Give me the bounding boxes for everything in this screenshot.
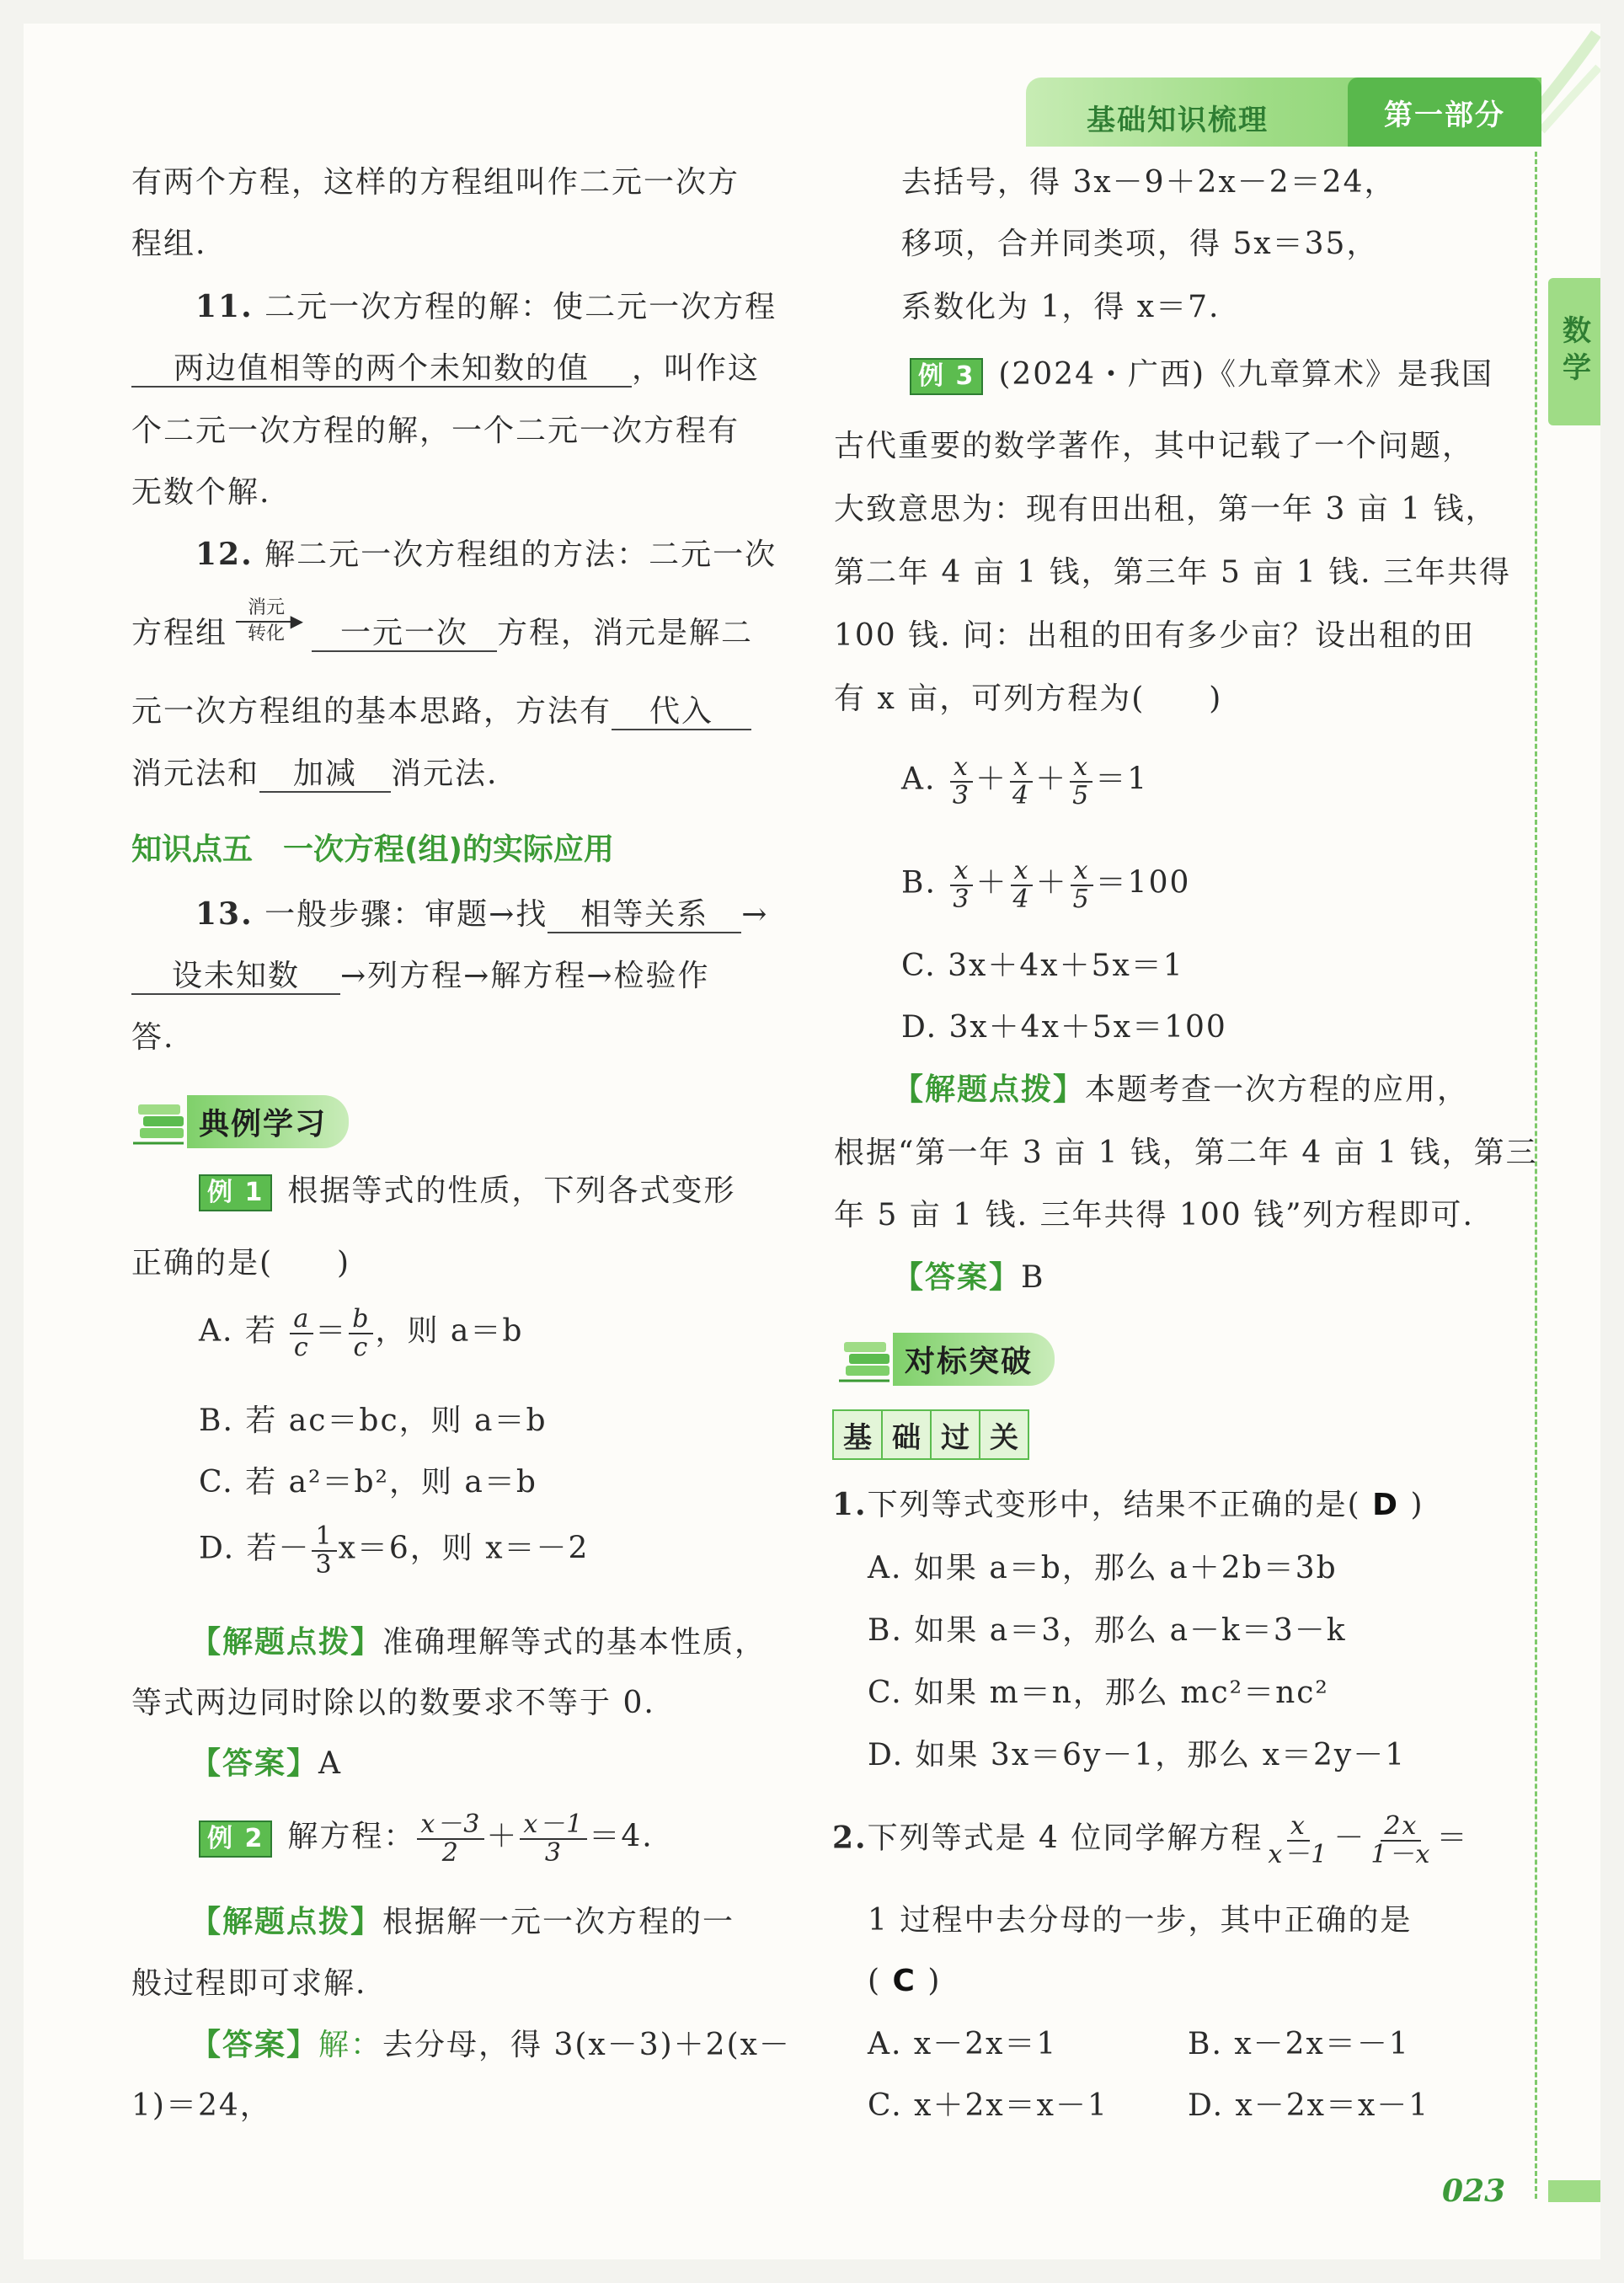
item-12-line2: 方程组 [131,616,228,650]
item-text: 一般步骤：审题→找 [264,897,548,932]
option-C: C. 3x＋4x＋5x＝1 [901,949,1184,983]
tip-label: 【解题点拨】 [190,1625,383,1660]
paragraph-line: 100 钱. 问：出租的田有多少亩？设出租的田 [834,618,1476,653]
item-text: 解二元一次方程组的方法：二元一次 [264,537,777,572]
question-1 [832,1487,1424,1523]
paragraph-line: 答. [131,1020,175,1055]
page-number-bar [1548,2180,1600,2202]
solution-line: 移项，合并同类项，得 5x＝35， [901,227,1379,261]
filled-answer: D [1372,1488,1399,1522]
fraction: $\frac{x}{x-1}$ [1268,1811,1329,1869]
option-A [901,754,1148,809]
operator: ＝ [315,1313,348,1349]
paragraph-line: 年 5 亩 1 钱. 三年共得 100 钱”列方程即可. [834,1198,1474,1232]
paragraph-line: 1)＝24， [131,2088,272,2123]
option-text: D. 若－ [199,1531,311,1566]
level-char: 过 [930,1409,980,1460]
fill-blank: 相等关系 [548,898,741,933]
option-text: ＝100 [1095,865,1191,901]
transform-arrow [239,596,303,646]
item-number: 11. [195,289,254,324]
question-number: 2. [832,1820,868,1856]
solution-line: 系数化为 1，得 x＝7. [901,290,1221,324]
option-text: ，则 a＝b [375,1313,524,1349]
option-D: D. x－2x＝x－1 [1188,2088,1430,2123]
arrow-icon: ▶ [236,621,296,623]
paragraph-line: 根据“第一年 3 亩 1 钱，第二年 4 亩 1 钱，第三 [834,1136,1538,1170]
operator: ＝ [1436,1821,1469,1856]
example-1 [199,1173,735,1211]
example-text: ＝4. [589,1819,654,1854]
question-number: 1. [832,1487,868,1522]
section-banner-examples [133,1092,349,1151]
paragraph-line: 古代重要的数学著作，其中记载了一个问题， [834,429,1475,463]
paragraph-line: 程组. [131,227,207,261]
option-text: x＝6，则 x＝－2 [338,1531,590,1566]
arrow-label-top: 消元 [247,597,285,618]
item-11 [195,289,777,325]
fraction: $\frac{x}{5}$ [1069,754,1093,809]
tip-1 [190,1624,767,1660]
option-A: A. x－2x＝1 [868,2027,1058,2061]
paragraph-line: 等式两边同时除以的数要求不等于 0. [131,1686,655,1720]
example-tag: 例 3 [910,358,983,395]
level-char: 关 [979,1409,1029,1460]
option-text: ＝1 [1095,762,1149,797]
level-char: 础 [881,1409,932,1460]
answer-label: 【答案】 [893,1260,1022,1295]
option-letter: B. [901,865,937,901]
fill-blank: 一元一次 [312,617,497,652]
books-icon [839,1334,898,1384]
answer-bracket: ( C ) [868,1964,942,1998]
operator: ＋ [1035,865,1068,901]
answer-1 [190,1746,342,1782]
item-11-line2 [131,350,760,388]
fraction: $\frac{x}{4}$ [1009,754,1034,809]
item-text: 消元法. [391,757,499,791]
bracket: ) [927,1964,942,1998]
paragraph-line: 第二年 4 亩 1 钱，第三年 5 亩 1 钱. 三年共得 [834,555,1512,590]
question-text: ) [1410,1488,1424,1522]
fraction: $\frac{x-3}{2}$ [417,1811,484,1866]
item-12-line4 [131,756,498,793]
fraction: $\frac{x}{3}$ [949,858,974,912]
paragraph-line: 有 x 亩，可列方程为( ) [834,682,1223,716]
option-B: B. 如果 a＝3，那么 a－k＝3－k [868,1613,1347,1648]
fill-blank: 设未知数 [131,960,340,995]
tip-3 [893,1072,1469,1108]
question-text: 下列等式是 4 位同学解方程 [867,1821,1263,1856]
answer-label: 【答案】 [190,1746,319,1781]
paragraph-line: 1 过程中去分母的一步，其中正确的是 [868,1903,1413,1938]
fraction: $\frac{x-1}{3}$ [520,1811,587,1866]
item-text: 消元法和 [131,757,260,791]
tip-text: 准确理解等式的基本性质， [382,1625,767,1660]
paragraph-line: 般过程即可求解. [131,1966,367,2001]
option-C: C. 若 a²＝b²，则 a＝b [199,1465,537,1500]
item-12-line2b [312,615,753,652]
tip-text: 根据解一元一次方程的一 [382,1905,735,1939]
banner-label: 典例学习 [187,1095,349,1148]
level-char: 基 [832,1409,883,1460]
tip-2 [190,1904,735,1940]
fraction: $\frac{2x}{1-x}$ [1370,1811,1432,1869]
arrow-label-bottom: 转化 [247,623,285,644]
item-text: 方程，消元是解二 [497,616,754,650]
example-2 [199,1811,654,1866]
answer-value: B [1021,1260,1045,1295]
item-12 [195,537,777,573]
solution-line: 去括号，得 3x－9＋2x－2＝24， [901,165,1397,200]
item-text: →列方程→解方程→检验作 [340,959,710,993]
fraction: $\frac{x}{4}$ [1009,858,1034,912]
example-tag: 例 1 [199,1174,272,1211]
paragraph-line: 有两个方程，这样的方程组叫作二元一次方 [131,165,740,200]
answer-label: 【答案】 [190,2028,319,2062]
option-B: B. x－2x＝－1 [1188,2027,1410,2061]
paragraph-line: 大致意思为：现有田出租，第一年 3 亩 1 钱， [834,492,1498,527]
knowledge-point-title: 知识点五 一次方程(组)的实际应用 [131,832,614,867]
example-text: (2024・广西)《九章算术》是我国 [998,357,1494,392]
fraction: $\frac{x}{3}$ [949,754,974,809]
fraction: $\frac{x}{5}$ [1070,858,1094,912]
answer-value: 解： [318,2028,383,2062]
example-tag: 例 2 [199,1821,272,1858]
example-text: 根据等式的性质，下列各式变形 [287,1174,736,1208]
item-12-line3 [131,693,751,730]
fraction: $\frac{a}{c}$ [290,1306,313,1361]
option-A: A. 如果 a＝b，那么 a＋2b＝3b [868,1551,1338,1585]
operator: ＋ [1035,762,1068,797]
option-text: A. 若 [199,1313,277,1349]
item-number: 12. [195,537,254,572]
paragraph-line: 无数个解. [131,475,271,510]
subject-side-tab: 数学 [1548,278,1600,425]
item-13 [195,896,768,933]
level-label-basic [832,1409,1028,1460]
paragraph-line: 正确的是( ) [131,1246,351,1281]
margin-dashed-line [1535,152,1537,2199]
option-A [199,1306,523,1361]
header-part-tab: 第一部分 [1348,78,1541,147]
item-text: 二元一次方程的解：使二元一次方程 [264,290,777,324]
item-13-line2 [131,958,710,995]
fill-blank: 两边值相等的两个未知数的值 [131,352,632,388]
page-number: 023 [1442,2173,1506,2209]
fraction: $\frac{1}{3}$ [312,1523,336,1578]
item-number: 13. [195,896,254,932]
books-icon [133,1096,192,1147]
option-D: D. 如果 3x＝6y－1，那么 x＝2y－1 [868,1738,1407,1772]
fill-blank: 加减 [259,757,391,793]
paragraph-line: 个二元一次方程的解，一个二元一次方程有 [131,414,740,448]
operator: ＋ [975,865,1008,901]
banner-label: 对标突破 [893,1333,1055,1386]
answer-value: A [318,1746,343,1781]
question-2 [832,1813,1468,1868]
item-text: → [741,897,769,932]
option-D: D. 3x＋4x＋5x＝100 [901,1010,1227,1045]
tip-text: 本题考查一次方程的应用， [1085,1072,1470,1107]
fraction: $\frac{b}{c}$ [349,1306,373,1361]
item-text: ，叫作这 [632,351,761,386]
fill-blank: 代入 [612,695,751,730]
option-D [199,1523,589,1578]
answer-text: 去分母，得 3(x－3)＋2(x－ [382,2028,791,2062]
operator: － [1333,1821,1366,1856]
item-text: 元一次方程组的基本思路，方法有 [131,694,612,729]
section-banner-practice [839,1329,1055,1388]
option-C: C. 如果 m＝n，那么 mc²＝nc² [868,1676,1329,1710]
example-text: 解方程： [287,1819,416,1854]
option-letter: A. [901,762,937,797]
operator: ＋ [975,762,1008,797]
filled-answer: C [892,1964,916,1998]
example-3 [910,356,1493,395]
option-C: C. x＋2x＝x－1 [868,2088,1108,2123]
operator: ＋ [486,1819,519,1854]
option-B: B. 若 ac＝bc，则 a＝b [199,1403,548,1438]
tip-label: 【解题点拨】 [190,1905,383,1939]
tip-label: 【解题点拨】 [893,1072,1086,1107]
option-B [901,858,1190,912]
answer-3 [893,1259,1044,1296]
answer-2 [190,2027,791,2063]
question-text: 下列等式变形中，结果不正确的是( [867,1488,1361,1522]
header-section-title: 基础知识梳理 [1087,104,1269,137]
